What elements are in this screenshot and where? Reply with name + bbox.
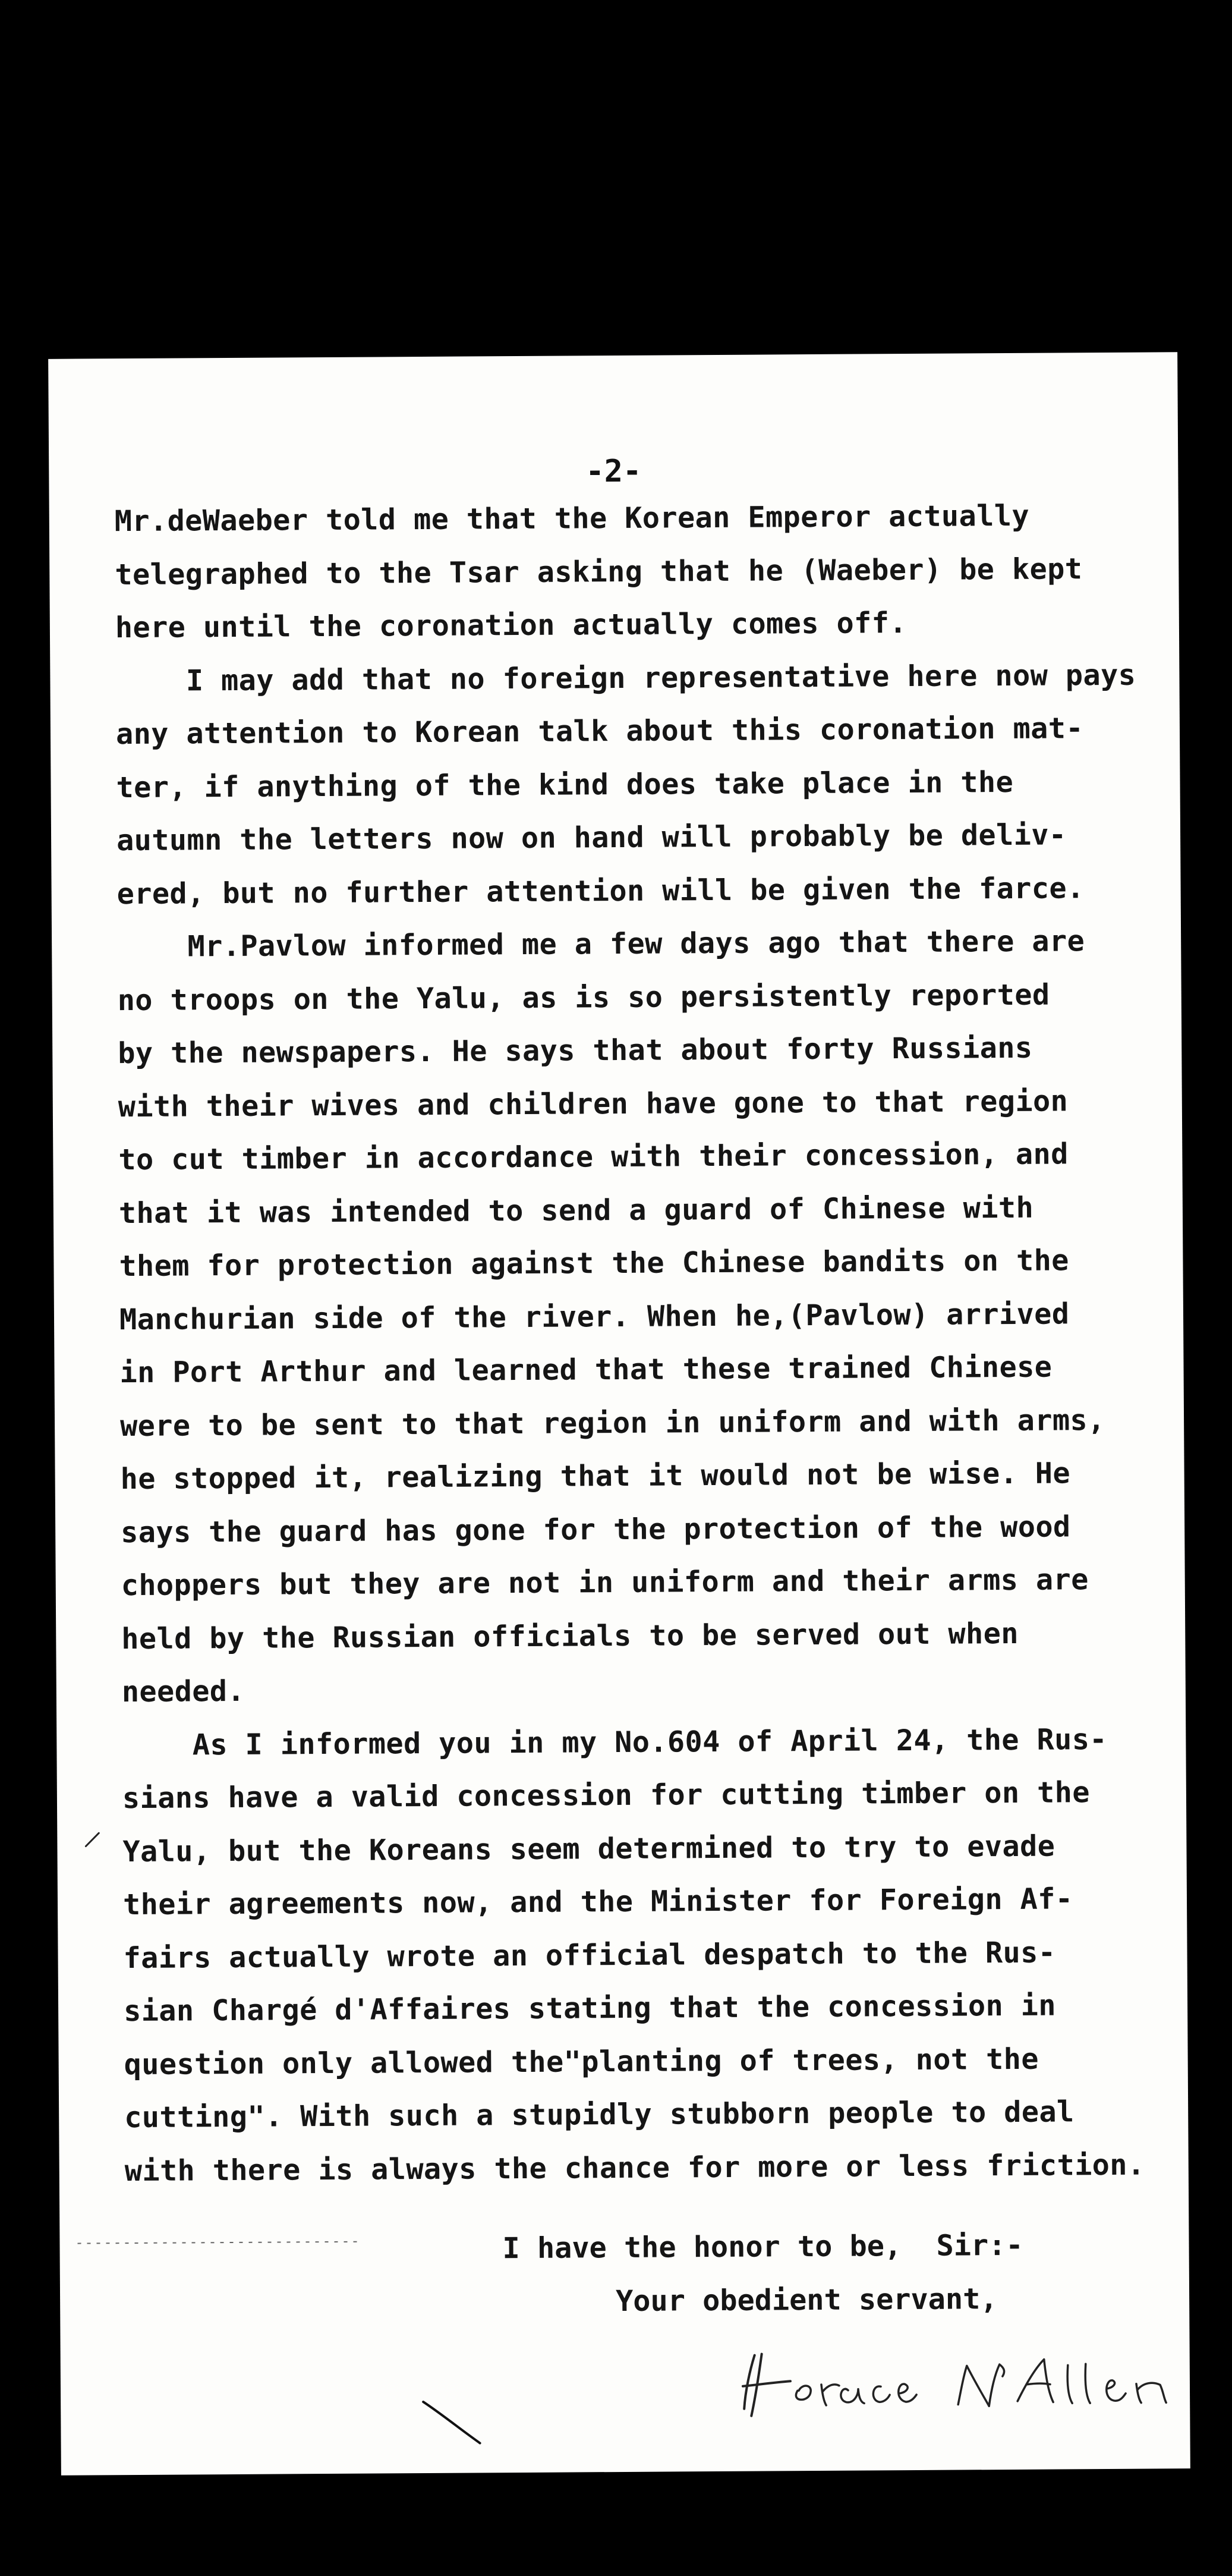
body-line: autumn the letters now on hand will probably be deliv- [116, 818, 1067, 858]
body-line: them for protection against the Chinese bandits on the [119, 1244, 1069, 1284]
body-line: says the guard has gone for the protection of the wood [121, 1509, 1071, 1549]
letter-page [48, 352, 1190, 2476]
handwritten-signature [720, 2341, 1196, 2427]
body-line: by the newspapers. He says that about forty Russians [118, 1031, 1033, 1071]
body-line: he stopped it, realizing that it would not be wise. He [120, 1457, 1071, 1496]
body-line: sians have a valid concession for cutting timber on the [122, 1776, 1091, 1816]
body-line: ter, if anything of the kind does take place in the [116, 765, 1014, 804]
body-line: Manchurian side of the river. When he,(Pavlow) arrived [119, 1297, 1070, 1336]
body-line: with there is always the chance for more or less friction. [124, 2148, 1145, 2188]
body-line: Mr.Pavlow informed me a few days ago that there are [117, 924, 1085, 964]
body-line: held by the Russian officials to be served out when [121, 1616, 1019, 1656]
body-line: in Port Arthur and learned that these trained Chinese [119, 1350, 1053, 1390]
body-line: fairs actually wrote an official despatch to the Rus- [123, 1936, 1056, 1975]
body-line: ered, but no further attention will be given the farce. [116, 871, 1085, 911]
body-line: As I informed you in my No.604 of April 24, the Rus- [122, 1722, 1108, 1762]
body-line: any attention to Korean talk about this coronation mat- [115, 712, 1084, 751]
page-number: -2- [585, 453, 642, 490]
body-line: Yalu, but the Koreans seem determined to try to evade [122, 1829, 1055, 1869]
body-line: to cut timber in accordance with their concession, and [118, 1137, 1069, 1177]
pencil-mark [417, 2395, 489, 2449]
body-line: choppers but they are not in uniform and their arms are [121, 1563, 1089, 1603]
body-line: here until the coronation actually comes off. [115, 606, 908, 645]
body-line: were to be sent to that region in uniform and with arms, [119, 1403, 1105, 1443]
closing-servant-line: Your obedient servant, [615, 2282, 998, 2319]
body-line: that it was intended to send a guard of Chinese with [118, 1191, 1034, 1230]
letter-body [115, 489, 1147, 2198]
dotted-rule-mark [77, 2236, 357, 2250]
closing-salutation: I have the honor to be, Sir:- [502, 2228, 1023, 2266]
body-line: question only allowed the"planting of trees, not the [124, 2042, 1039, 2081]
margin-tick-mark [81, 1827, 105, 1851]
body-line: their agreements now, and the Minister for Foreign Af- [122, 1882, 1073, 1922]
body-line: sian Chargé d'Affaires stating that the concession in [123, 1989, 1057, 2028]
body-line: cutting". With such a stupidly stubborn people to deal [124, 2095, 1075, 2135]
body-line: I may add that no foreign representative here now pays [115, 658, 1136, 698]
body-line: Mr.deWaeber told me that the Korean Emperor actually [114, 499, 1030, 539]
body-line: no troops on the Yalu, as is so persistently reported [117, 978, 1050, 1017]
body-line: telegraphed to the Tsar asking that he (Waeber) be kept [115, 552, 1083, 592]
body-line: with their wives and children have gone to that region [118, 1084, 1069, 1124]
body-line: needed. [121, 1674, 245, 1709]
